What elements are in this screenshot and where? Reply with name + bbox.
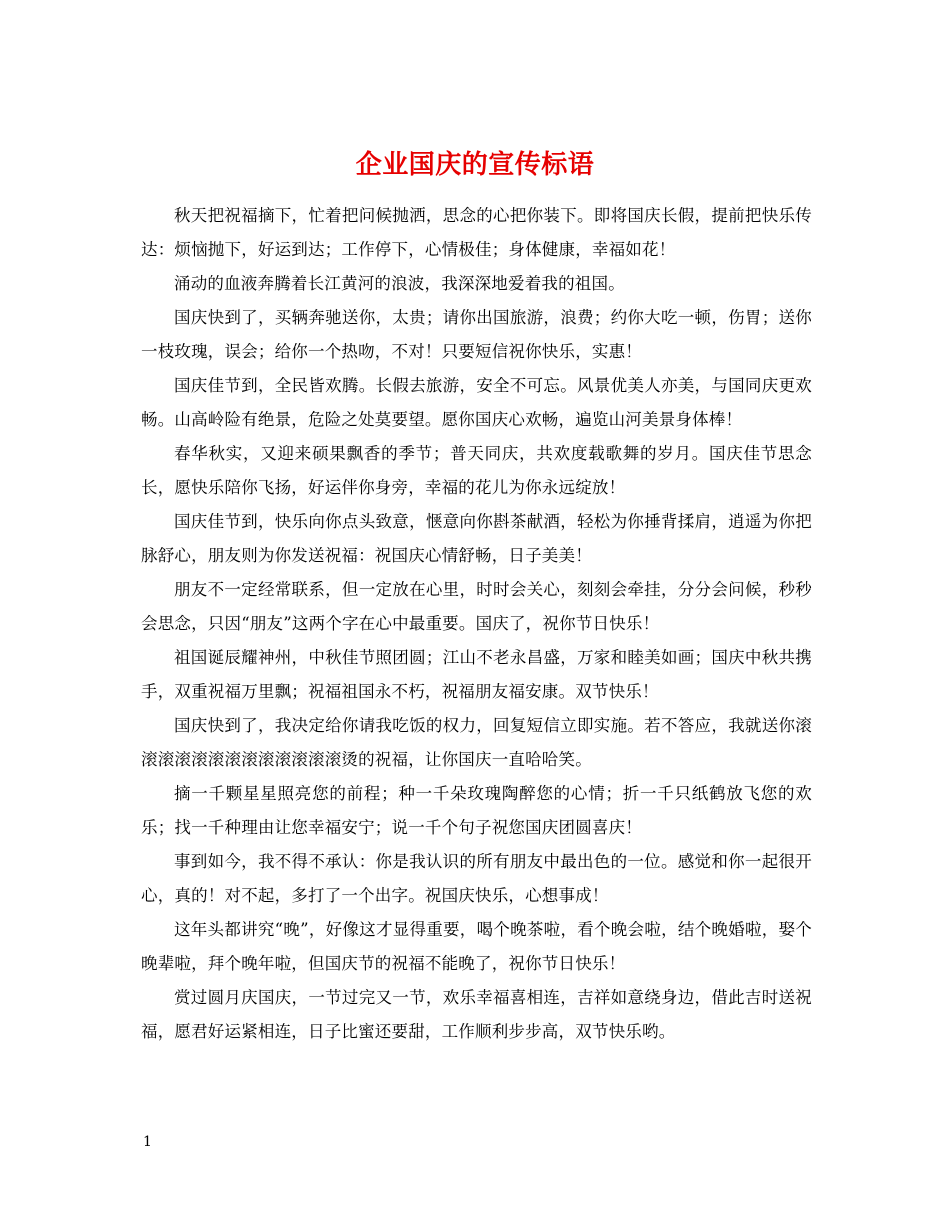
page-number: 1	[143, 1134, 152, 1150]
document-body	[141, 199, 812, 1049]
paragraph: 国庆快到了，我决定给你请我吃饭的权力，回复短信立即实施。若不答应，我就送你滚滚滚滚滚滚滚滚滚滚滚滚滚烫的祝福，让你国庆一直哈哈笑。	[141, 716, 812, 769]
paragraph: 事到如今，我不得不承认：你是我认识的所有朋友中最出色的一位。感觉和你一起很开心，真的！对不起，多打了一个出字。祝国庆快乐，心想事成！	[141, 852, 812, 905]
paragraph: 国庆快到了，买辆奔驰送你，太贵；请你出国旅游，浪费；约你大吃一顿，伤胃；送你一枝玫瑰，误会；给你一个热吻，不对！只要短信祝你快乐，实惠！	[141, 308, 812, 361]
paragraph: 国庆佳节到，快乐向你点头致意，惬意向你斟茶献酒，轻松为你捶背揉肩，逍遥为你把脉舒心，朋友则为你发送祝福：祝国庆心情舒畅，日子美美！	[141, 512, 812, 565]
paragraph: 赏过圆月庆国庆，一节过完又一节，欢乐幸福喜相连，吉祥如意绕身边，借此吉时送祝福，愿君好运紧相连，日子比蜜还要甜，工作顺利步步高，双节快乐哟。	[141, 988, 812, 1041]
paragraph: 朋友不一定经常联系，但一定放在心里，时时会关心，刻刻会牵挂，分分会问候，秒秒会思念，只因“朋友”这两个字在心中最重要。国庆了，祝你节日快乐！	[141, 580, 812, 633]
paragraph: 涌动的血液奔腾着长江黄河的浪波，我深深地爱着我的祖国。	[174, 274, 625, 293]
paragraph: 春华秋实，又迎来硕果飘香的季节；普天同庆，共欢度载歌舞的岁月。国庆佳节思念长，愿快乐陪你飞扬，好运伴你身旁，幸福的花儿为你永远绽放！	[141, 444, 812, 497]
paragraph: 国庆佳节到，全民皆欢腾。长假去旅游，安全不可忘。风景优美人亦美，与国同庆更欢畅。山高岭险有绝景，危险之处莫要望。愿你国庆心欢畅，遍览山河美景身体棒！	[141, 376, 812, 429]
document-title: 企业国庆的宣传标语	[355, 150, 595, 181]
paragraph: 这年头都讲究“晚”，好像这才显得重要，喝个晚茶啦，看个晚会啦，结个晚婚啦，娶个晚辈啦，拜个晚年啦，但国庆节的祝福不能晚了，祝你节日快乐！	[141, 920, 812, 973]
paragraph: 祖国诞辰耀神州，中秋佳节照团圆；江山不老永昌盛，万家和睦美如画；国庆中秋共携手，双重祝福万里飘；祝福祖国永不朽，祝福朋友福安康。双节快乐！	[141, 648, 812, 701]
paragraph: 摘一千颗星星照亮您的前程；种一千朵玫瑰陶醉您的心情；折一千只纸鹤放飞您的欢乐；找一千种理由让您幸福安宁；说一千个句子祝您国庆团圆喜庆！	[141, 784, 812, 837]
paragraph: 秋天把祝福摘下，忙着把问候抛洒，思念的心把你装下。即将国庆长假，提前把快乐传达：烦恼抛下，好运到达；工作停下，心情极佳；身体健康，幸福如花！	[141, 206, 812, 259]
